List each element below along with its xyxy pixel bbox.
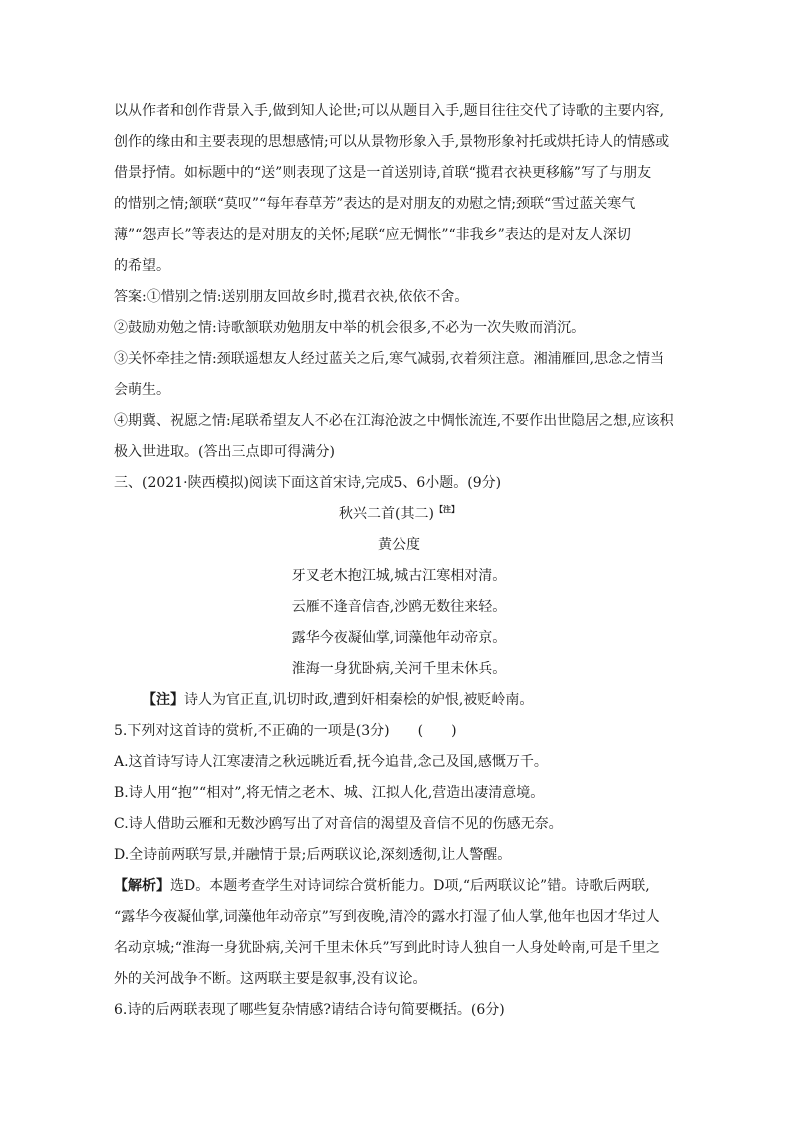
document-page — [114, 96, 684, 1026]
explanation-tag: 【解析】 — [114, 878, 170, 894]
poem-line: 淮海一身犹卧病,关河千里未休兵。 — [291, 661, 507, 677]
answer-line: ②鼓励劝勉之情:诗歌颔联劝勉朋友中举的机会很多,不必为一次失败而消沉。 — [114, 320, 586, 336]
poem-title-text: 秋兴二首(其二) — [339, 506, 434, 522]
poem-line: 云雁不逢音信杳,沙鸥无数往来轻。 — [291, 599, 507, 615]
answer-item-4 — [114, 406, 684, 468]
option-b: B.诗人用“抱”“相对”,将无情之老木、城、江拟人化,营造出凄清意境。 — [114, 785, 545, 801]
poem-author: 黄公度 — [378, 537, 420, 553]
answer-line: ③关怀牵挂之情:颈联遥想友人经过蓝关之后,寒气减弱,衣着须注意。湘浦雁回,思念之情当 — [114, 351, 665, 367]
answer-line: 极入世进取。(答出三点即可得满分) — [114, 444, 335, 460]
answer-item-1 — [114, 282, 684, 313]
answer-line: 会萌生。 — [114, 382, 170, 398]
explanation — [114, 871, 684, 995]
analysis-intro-line: 创作的缘由和主要表现的思想感情;可以从景物形象入手,景物形象衬托或烘托诗人的情感或 — [114, 134, 670, 150]
option-a: A.这首诗写诗人江寒凄清之秋远眺近看,抚今追昔,念己及国,感慨万千。 — [114, 754, 548, 770]
answer-line: 答案:①惜别之情:送别朋友回故乡时,揽君衣袂,依依不舍。 — [114, 289, 469, 305]
analysis-intro-line: 借景抒情。如标题中的“送”则表现了这是一首送别诗,首联“揽君衣袂更移觞”写了与朋友 — [114, 165, 652, 181]
poem-line: 牙叉老木抱江城,城古江寒相对清。 — [291, 568, 507, 584]
option-c: C.诗人借助云雁和无数沙鸥写出了对音信的渴望及音信不见的伤感无奈。 — [114, 816, 563, 832]
section-heading — [114, 468, 684, 499]
option-d: D.全诗前两联写景,并融情于景;后两联议论,深刻透彻,让人警醒。 — [114, 847, 512, 863]
analysis-intro — [114, 96, 684, 282]
question-5 — [114, 716, 684, 871]
question-6-stem: 6.诗的后两联表现了哪些复杂情感?请结合诗句简要概括。(6分) — [114, 1002, 505, 1018]
analysis-intro-line: 的希望。 — [114, 258, 170, 274]
explanation-line: 名动京城;“淮海一身犹卧病,关河千里未休兵”写到此时诗人独自一人身处岭南,可是千里之 — [114, 940, 660, 956]
section-heading-text: 三、(2021·陕西模拟)阅读下面这首宋诗,完成5、6小题。(9分) — [114, 475, 502, 491]
poem-note — [114, 685, 684, 716]
poem-line: 露华今夜凝仙掌,词藻他年动帝京。 — [291, 630, 507, 646]
question-5-stem: 5.下列对这首诗的赏析,不正确的一项是(3分) ( ) — [114, 723, 457, 739]
poem-title — [114, 499, 684, 530]
answer-item-2 — [114, 313, 684, 344]
note-text: 诗人为官正直,讥切时政,遭到奸相秦桧的妒恨,被贬岭南。 — [184, 692, 534, 708]
explanation-first-line: 选D。本题考查学生对诗词综合赏析能力。D项,“后两联议论”错。诗歌后两联, — [170, 878, 650, 894]
answer-item-3 — [114, 344, 684, 406]
answer-line: ④期冀、祝愿之情:尾联希望友人不必在江海沧波之中惆怅流连,不要作出世隐居之想,应该积 — [114, 413, 674, 429]
note-marker: 【注】 — [434, 504, 459, 514]
explanation-line: “露华今夜凝仙掌,词藻他年动帝京”写到夜晚,清冷的露水打湿了仙人掌,他年也因才华过人 — [114, 909, 660, 925]
explanation-line — [114, 871, 684, 902]
analysis-intro-line: 以从作者和创作背景入手,做到知人论世;可以从题目入手,题目往往交代了诗歌的主要内容, — [114, 103, 665, 119]
note-tag: 【注】 — [142, 692, 184, 708]
explanation-line: 外的关河战争不断。这两联主要是叙事,没有议论。 — [114, 971, 427, 987]
poem — [114, 499, 684, 685]
analysis-intro-line: 的惜别之情;颔联“莫叹”“每年春草芳”表达的是对朋友的劝慰之情;颈联“雪过蓝关寒气 — [114, 196, 636, 212]
analysis-intro-line: 薄”“怨声长”等表达的是对朋友的关怀;尾联“应无惆怅”“非我乡”表达的是对友人深切 — [114, 227, 631, 243]
